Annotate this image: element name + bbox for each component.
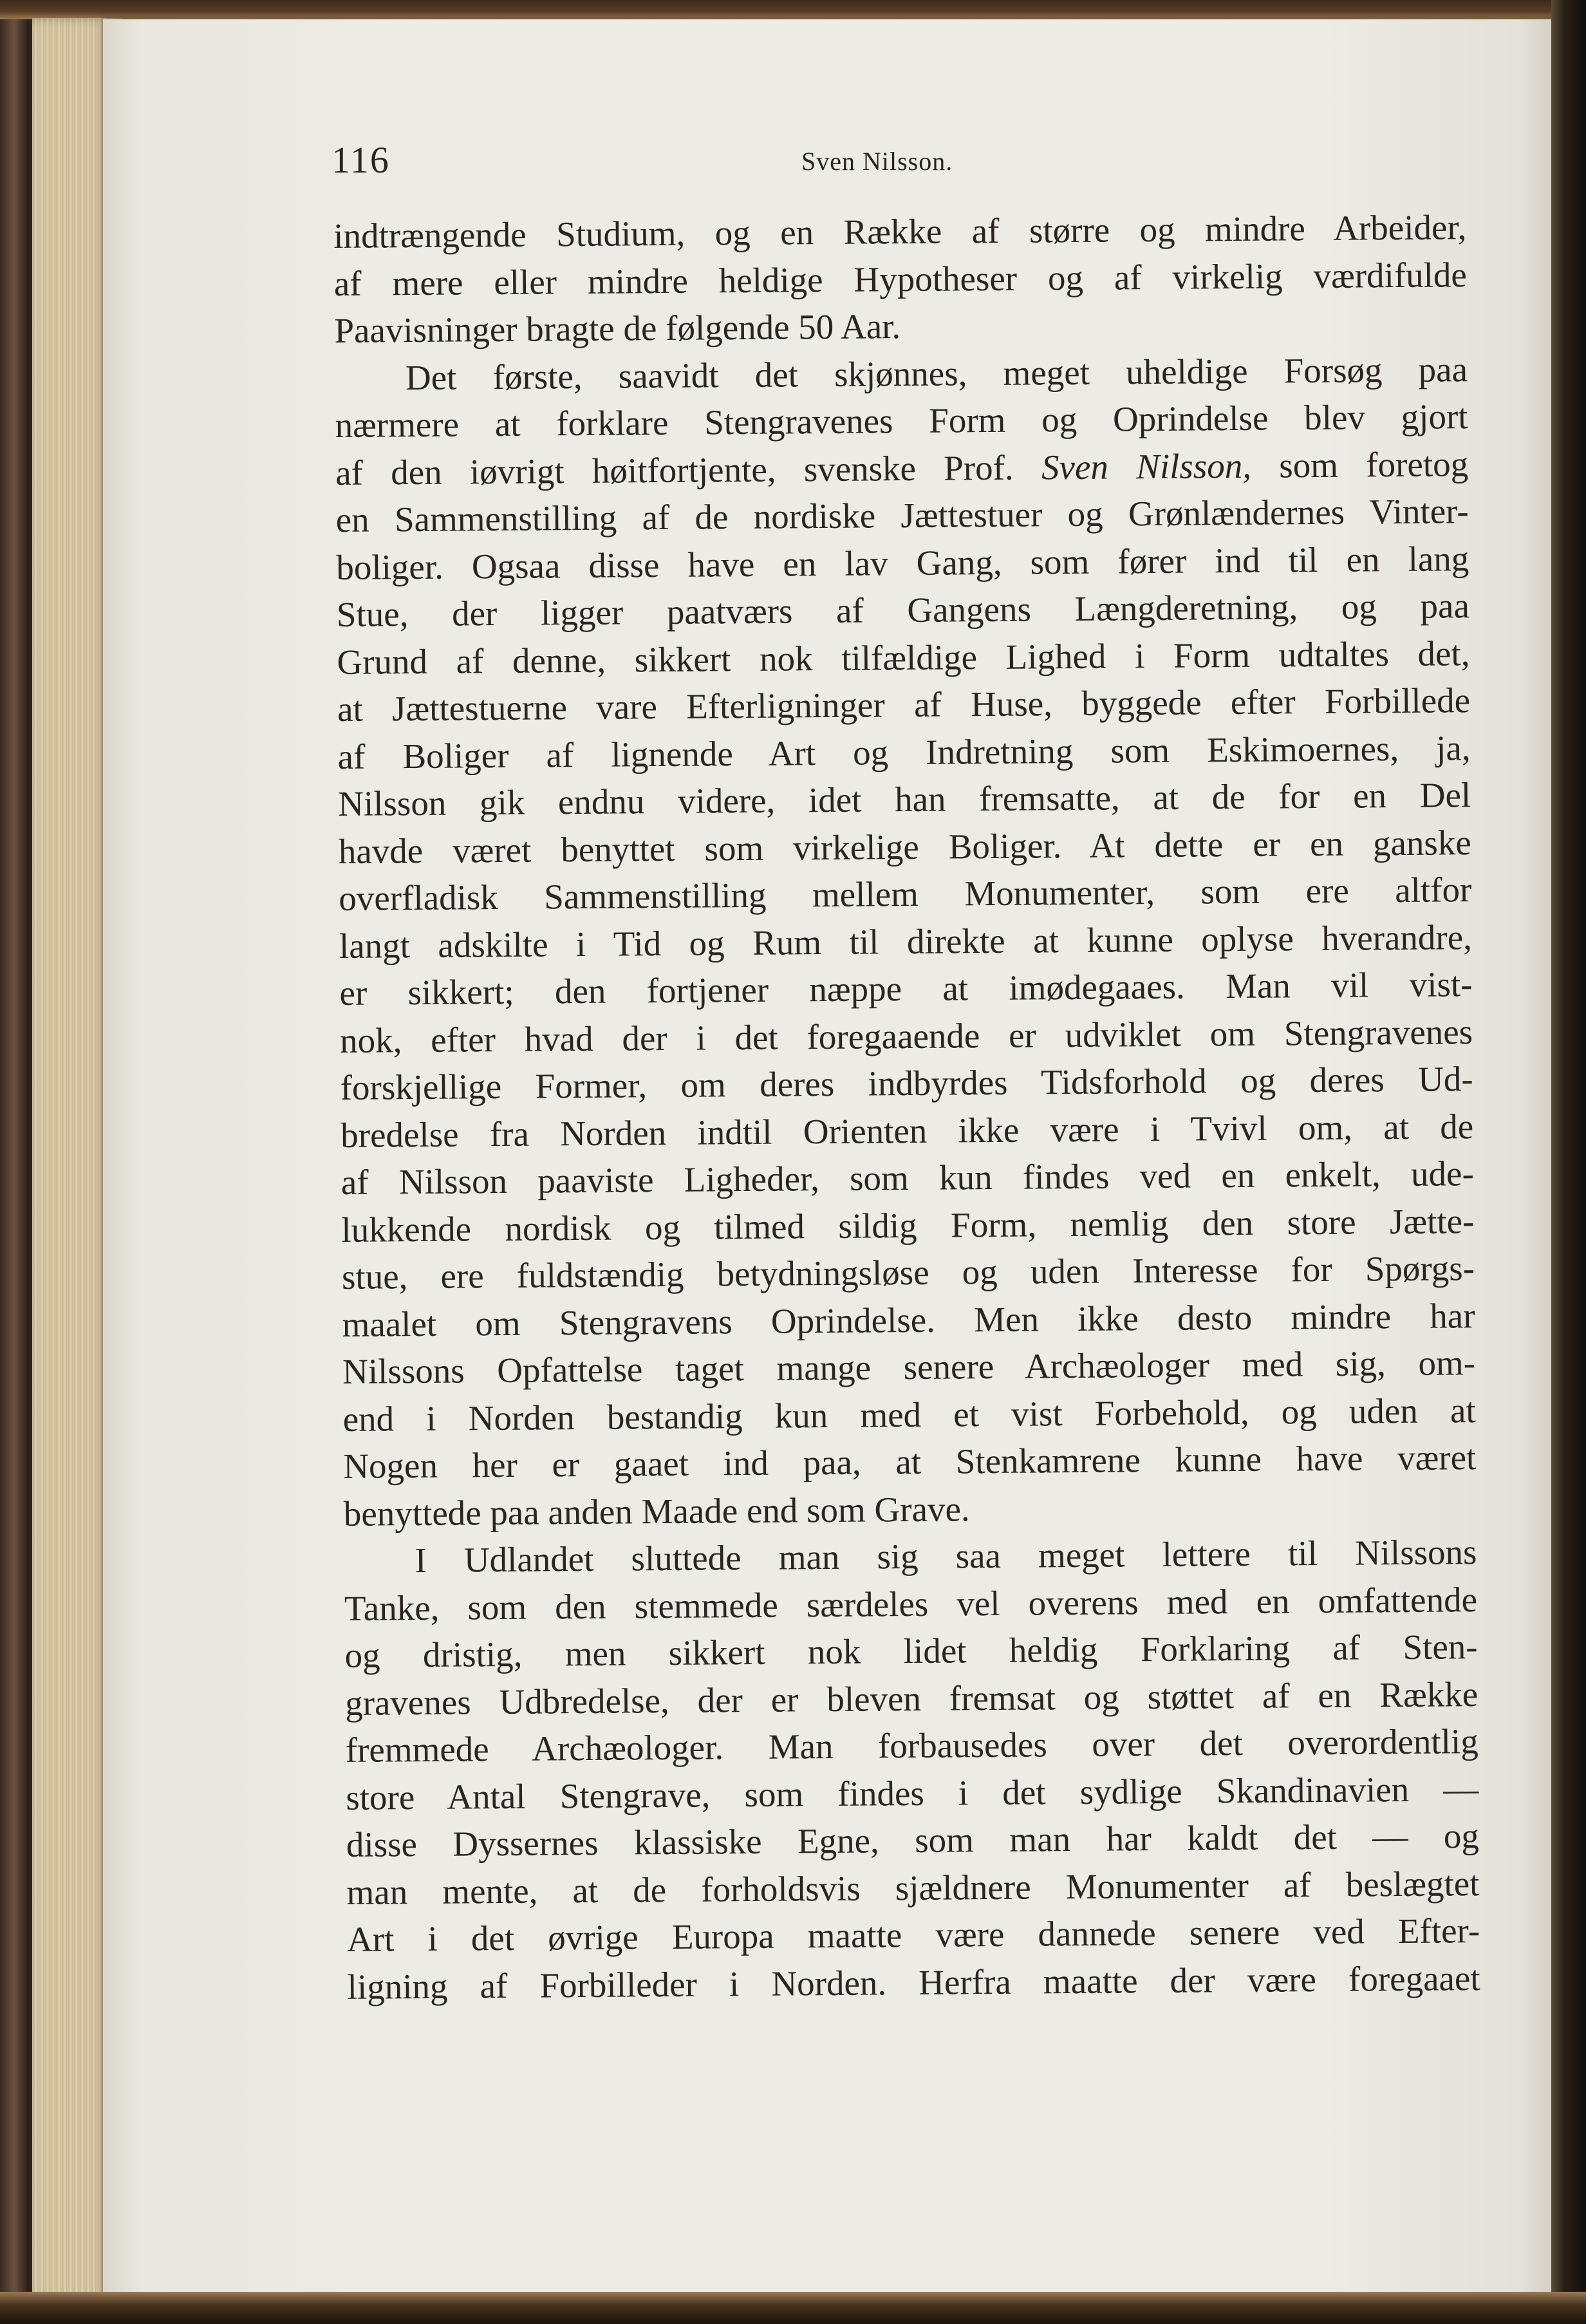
text-line: Art i det øvrige Europa maatte være dannede senere ved Efter- (346, 1911, 1480, 1959)
page-number: 116 (331, 139, 390, 181)
text-line: disse Dyssernes klassiske Egne, som man har kaldt det — og (346, 1816, 1480, 1864)
top-page-edge (0, 0, 1586, 19)
text-line: man mente, at de forholdsvis sjældnere Monumenter af beslægtet (346, 1863, 1480, 1912)
bottom-page-edge (0, 2292, 1586, 2324)
text-line: og dristig, men sikkert nok lidet heldig Forklaring af Sten- (344, 1627, 1478, 1675)
text-line: af Nilsson paaviste Ligheder, som kun findes ved en enkelt, ude- (341, 1154, 1475, 1202)
text-line: nærmere at forklare Stengravenes Form og Oprindelse blev gjort (335, 397, 1468, 445)
text-line: forskjellige Former, om deres indbyrdes Tidsforhold og deres Ud- (340, 1059, 1473, 1107)
text-line: at Jættestuerne vare Efterligninger af Huse, byggede efter Forbillede (337, 680, 1471, 729)
text-line: Det første, saavidt det skjønnes, meget uheldige Forsøg paa (405, 349, 1468, 397)
italic-name: Sven Nilsson, (1041, 445, 1252, 487)
text-line: end i Norden bestandig kun med et vist Forbehold, og uden at (342, 1390, 1476, 1439)
running-head (331, 138, 1490, 190)
text-line: af mere eller mindre heldige Hypotheser og af virkelig værdifulde (333, 254, 1468, 303)
text-line: lukkende nordisk og tilmed sildig Form, nemlig den store Jætte- (341, 1201, 1475, 1250)
text-line: bredelse fra Norden indtil Orienten ikke være i Tvivl om, at de (341, 1106, 1474, 1155)
text-line: Grund af denne, sikkert nok tilfældige Lighed i Form udtaltes det, (337, 633, 1470, 682)
text-line (335, 440, 1469, 496)
text-line: ligning af Forbilleder i Norden. Herfra maatte der være foregaaet (347, 1958, 1480, 2007)
text-line: en Sammenstilling af de nordiske Jættestuer og Grønlændernes Vinter- (335, 491, 1469, 539)
text-line: er sikkert; den fortjener næppe at imødegaaes. Man vil vist- (339, 964, 1473, 1013)
text-run: af den iøvrigt høitfortjente, svenske Prof. (335, 447, 1042, 492)
text-line: Nilsson gik endnu videre, idet han fremsatte, at de for en Del (337, 775, 1471, 823)
text-line: indtrængende Studium, og en Række af større og mindre Arbeider, (333, 207, 1467, 256)
text-line: gravenes Udbredelse, der er bleven fremsat og støttet af en Række (344, 1674, 1479, 1723)
text-line: maalet om Stengravens Oprindelse. Men ikke desto mindre har (342, 1295, 1475, 1344)
text-line: fremmede Archæologer. Man forbausedes over det overordentlig (345, 1721, 1479, 1770)
text-line: Paavisninger bragte de følgende 50 Aar. (334, 306, 901, 350)
text-line: Nilssons Opfattelse taget mange senere Archæologer med sig, om- (342, 1343, 1476, 1391)
text-line: benyttede paa anden Maade end som Grave. (343, 1488, 970, 1533)
text-run: som foretog (1251, 444, 1469, 485)
right-binding-edge (1551, 0, 1586, 2324)
text-line: store Antal Stengrave, som findes i det sydlige Skandinavien — (346, 1768, 1479, 1817)
text-line: langt adskilte i Tid og Rum til direkte at kunne oplyse hverandre, (339, 917, 1473, 966)
text-line: nok, efter hvad der i det foregaaende er udviklet om Stengravenes (339, 1011, 1473, 1060)
text-line: stue, ere fuldstændig betydningsløse og uden Interesse for Spørgs- (341, 1248, 1475, 1297)
text-line: Nogen her er gaaet ind paa, at Stenkamrene kunne have været (343, 1438, 1477, 1486)
running-title: Sven Nilsson. (801, 147, 953, 176)
text-line: Tanke, som den stemmede særdeles vel overens med en omfattende (344, 1579, 1478, 1628)
text-line: overfladisk Sammenstilling mellem Monumenter, som ere altfor (339, 870, 1472, 918)
body-text (333, 203, 1480, 2010)
text-line: boliger. Ogsaa disse have en lav Gang, som fører ind til en lang (336, 538, 1469, 587)
text-line: I Udlandet sluttede man sig saa meget lettere til Nilssons (415, 1532, 1477, 1580)
text-line: Stue, der ligger paatværs af Gangens Længderetning, og paa (336, 586, 1470, 634)
text-line: af Boliger af lignende Art og Indretning som Eskimoernes, ja, (337, 727, 1471, 776)
text-line: havde været benyttet som virkelige Boliger. At dette er en ganske (338, 822, 1471, 871)
